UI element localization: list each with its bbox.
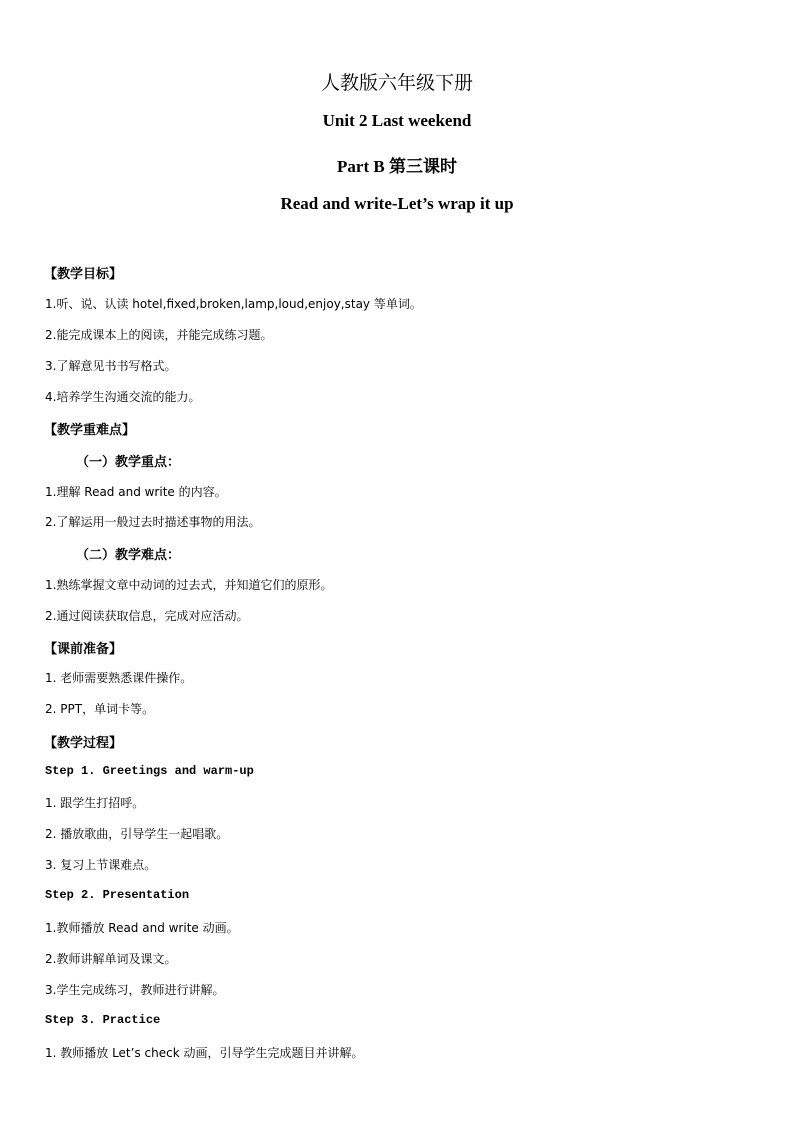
objective-item: 2.能完成课本上的阅读，并能完成练习题。 <box>45 328 273 342</box>
process-heading: 【教学过程】 <box>44 736 123 751</box>
step1-title: Step 1. Greetings and warm-up <box>45 764 254 778</box>
part-title: Part B 第三课时 <box>337 157 457 176</box>
step1-item: 1. 跟学生打招呼。 <box>45 796 145 810</box>
unit-title: Unit 2 Last weekend <box>322 111 472 130</box>
step2-item: 1.教师播放 Read and write 动画。 <box>45 921 239 935</box>
preparation-item: 1. 老师需要熟悉课件操作。 <box>45 671 193 685</box>
difficulty-item: 2.通过阅读获取信息，完成对应活动。 <box>45 609 249 623</box>
difficulty-item: 1.熟练掌握文章中动词的过去式，并知道它们的原形。 <box>45 578 333 592</box>
step2-title: Step 2. Presentation <box>45 888 190 902</box>
step3-title: Step 3. Practice <box>45 1013 161 1027</box>
document-title: 人教版六年级下册 <box>320 72 473 94</box>
step2-item: 2.教师讲解单词及课文。 <box>45 952 177 966</box>
step3-item: 1. 教师播放 Let’s check 动画，引导学生完成题目并讲解。 <box>45 1046 364 1060</box>
key-points-heading: 【教学重难点】 <box>44 423 136 438</box>
objective-item: 1.听、说、认读 hotel,fixed,broken,lamp,loud,enjoy,stay 等单词。 <box>45 297 422 311</box>
objective-item: 3.了解意见书书写格式。 <box>45 359 177 373</box>
focus-subheading: （一）教学重点： <box>76 455 181 470</box>
preparation-item: 2. PPT，单词卡等。 <box>45 702 155 716</box>
preparation-heading: 【课前准备】 <box>44 642 123 657</box>
focus-item: 1.理解 Read and write 的内容。 <box>45 485 227 499</box>
lesson-title: Read and write-Let’s wrap it up <box>280 194 514 213</box>
step1-item: 3. 复习上节课难点。 <box>45 858 157 872</box>
focus-item: 2.了解运用一般过去时描述事物的用法。 <box>45 515 261 529</box>
objective-item: 4.培养学生沟通交流的能力。 <box>45 390 201 404</box>
objectives-heading: 【教学目标】 <box>44 267 123 282</box>
difficulty-subheading: （二）教学难点： <box>76 548 181 563</box>
step1-item: 2. 播放歌曲，引导学生一起唱歌。 <box>45 827 229 841</box>
step2-item: 3.学生完成练习，教师进行讲解。 <box>45 983 225 997</box>
